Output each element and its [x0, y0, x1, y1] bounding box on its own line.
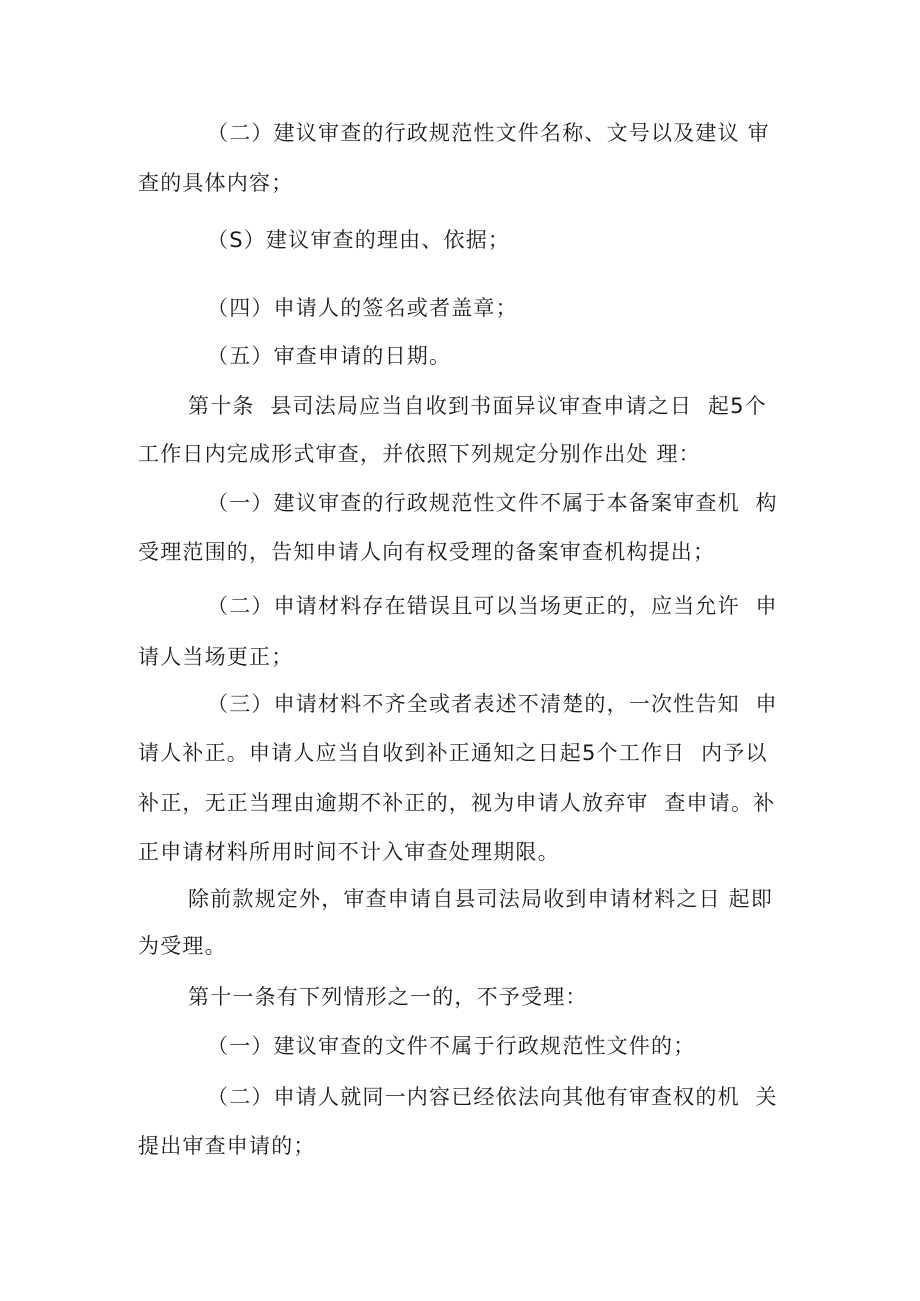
text-line: 第十条 县司法局应当自收到书面异议审查申请之日 起5个 — [188, 394, 767, 418]
text-line: 补正，无正当理由逾期不补正的，视为申请人放弃审 查申请。补 — [138, 791, 776, 815]
text-line: 除前款规定外，审查申请自县司法局收到申请材料之日 起即 — [188, 887, 774, 911]
text-line: （四）申请人的签名或者盖章； — [207, 296, 518, 320]
text-line: 受理范围的，告知申请人向有权受理的备案审查机构提出； — [138, 540, 716, 564]
text-line: 提出审查申请的； — [138, 1134, 316, 1158]
text-line: 工作日内完成形式审查，并依照下列规定分别作出处 理： — [138, 442, 701, 466]
text-line: （五）审查申请的日期。 — [207, 344, 452, 368]
text-line: 查的具体内容； — [138, 171, 294, 195]
text-line: （三）申请材料不齐全或者表述不清楚的，一次性告知 申 — [207, 692, 778, 716]
text-line: 第十一条有下列情形之一的，不予受理： — [188, 985, 588, 1009]
text-line: （二）申请人就同一内容已经依法向其他有审查权的机 关 — [207, 1085, 778, 1109]
text-line: （二）申请材料存在错误且可以当场更正的，应当允许 申 — [207, 594, 778, 618]
text-line: 为受理。 — [138, 934, 227, 958]
text-line: （一）建议审查的文件不属于行政规范性文件的； — [207, 1034, 696, 1058]
text-line: （二）建议审查的行政规范性文件名称、文号以及建议 审 — [207, 121, 770, 145]
text-line: 正申请材料所用时间不计入审查处理期限。 — [138, 840, 560, 864]
text-line: （S）建议审查的理由、依据； — [207, 228, 511, 252]
text-line: 请人补正。申请人应当自收到补正通知之日起5个工作日 内予以 — [138, 741, 768, 765]
text-line: 请人当场更正； — [138, 645, 294, 669]
text-line: （一）建议审查的行政规范性文件不属于本备案审查机 构 — [207, 491, 778, 515]
